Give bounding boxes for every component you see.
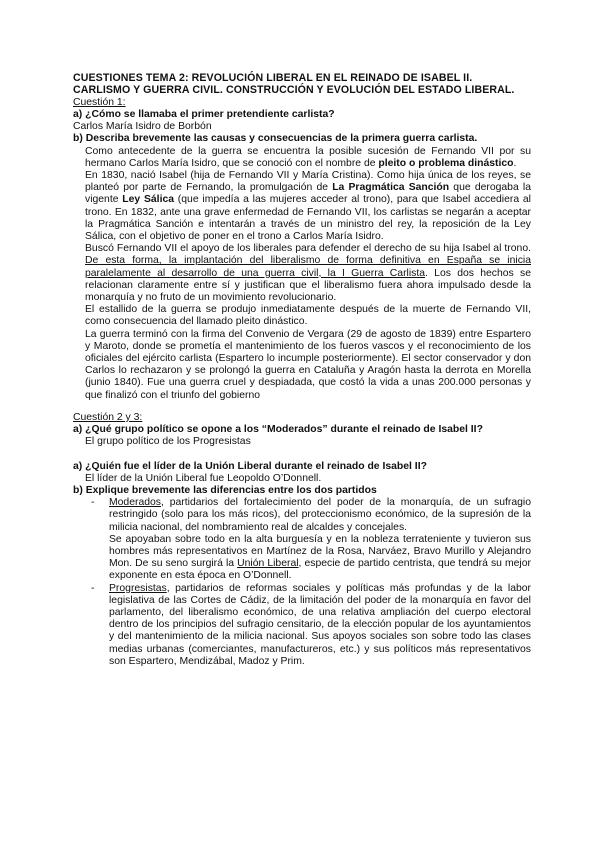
spacer	[73, 402, 531, 412]
dash-marker: -	[91, 582, 95, 594]
union-liberal-label: Unión Liberal	[237, 558, 299, 570]
progresistas-label: Progresistas	[109, 582, 167, 594]
answer-1b-paragraph-2: En 1830, nació Isabel (hija de Fernando VII y María Cristina). Como hija única de los reyes, se planteó por parte de Fernando, la promulgación de La Pragmática Sanción que derogaba la vigente Ley Sálica (que impedía a las mujeres acceder al trono), para que Isabel accediera al trono. En 1832, ante una grave enfermedad de Fernando VII, los carlistas se negarán a aceptar la Pragmática Sanción e intentarán a través de un ministro del rey, la reposición de la Ley Sálica, con el objetivo de poner en el trono a Carlos María Isidro.	[85, 170, 532, 243]
answer-1b	[73, 146, 531, 402]
parties-list	[73, 497, 531, 668]
section-heading-1: Cuestión 1:	[73, 96, 126, 108]
section-heading-2: Cuestión 2 y 3:	[73, 411, 143, 423]
question-2a: a) ¿Qué grupo político se opone a los “Moderados” durante el reinado de Isabel II?	[73, 424, 483, 436]
answer-3a: El líder de la Unión Liberal fue Leopoldo O’Donnell.	[85, 472, 322, 484]
answer-1a: Carlos María Isidro de Borbón	[73, 121, 212, 133]
question-3a: a) ¿Quién fue el líder de la Unión Liberal durante el reinado de Isabel II?	[73, 460, 427, 472]
spacer	[73, 449, 531, 461]
moderados-label: Moderados	[109, 497, 161, 509]
answer-1b-paragraph-4: El estallido de la guerra se produjo inmediatamente después de la muerte de Fernando VII, como consecuencia del llamado pleito dinástico.	[85, 304, 531, 328]
answer-1b-paragraph-1: Como antecedente de la guerra se encuentra la posible sucesión de Fernando VII por su hermano Carlos María Isidro, que se conoció con el nombre de pleito o problema dinástico.	[85, 145, 531, 169]
answer-1b-paragraph-3: Buscó Fernando VII el apoyo de los liberales para defender el derecho de su hija Isabel al trono. De esta forma, la implantación del liberalismo de forma definitiva en España se inicia paralelamente al desarrollo de una guerra civil, la I Guerra Carlista. Los dos hechos se relacionan claramente entre sí y justifican que el liberalismo fuera ahora impulsado desde la monarquía y no fruto de un movimiento revolucionario.	[85, 243, 531, 304]
question-3b: b) Explique brevemente las diferencias entre los dos partidos	[73, 484, 377, 496]
list-item-progresistas: - Progresistas, partidarios de reformas sociales y políticas más profundas y de la labor legislativa de las Cortes de Cádiz, de la limitación del poder de la monarquía en favor del parlamento, del liberalismo económico, de una relativa ampliación del cuerpo electoral dentro de los principios del sufragio censitario, de la elección popular de los ayuntamientos y del mantenimiento de la milicia nacional. Sus apoyos sociales son sobre todo las clases medias urbanas (comerciantes, manufactureros, etc.) y sus políticos más representativos son Espartero, Mendizábal, Madoz y Prim.	[91, 582, 531, 667]
dash-marker: -	[91, 497, 95, 509]
answer-1b-paragraph-5: La guerra terminó con la firma del Convenio de Vergara (29 de agosto de 1839) entre Espartero y Maroto, donde se prometía el mantenimiento de los fueros vascos y el reconocimiento de los oficiales del ejército carlista (Espartero lo incumple posteriormente). El sector conservador y don Carlos lo rechazaron y se prolongó la guerra en Cataluña y Aragón hasta la derrota en Morella (junio 1840). Fue una guerra cruel y despiadada, que costó la vida a unas 200.000 personas y que finalizó con el triunfo del gobierno	[85, 328, 531, 401]
document-content	[73, 72, 531, 668]
answer-2a: El grupo político de los Progresistas	[85, 436, 251, 448]
question-1a: a) ¿Cómo se llamaba el primer pretendiente carlista?	[73, 109, 335, 121]
question-1b: b) Describa brevemente las causas y consecuencias de la primera guerra carlista.	[73, 133, 478, 145]
document-title: CUESTIONES TEMA 2: REVOLUCIÓN LIBERAL EN EL REINADO DE ISABEL II. CARLISMO Y GUERRA CIVIL. CONSTRUCCIÓN Y EVOLUCIÓN DEL ESTADO LIBERAL.	[73, 72, 515, 97]
list-item-moderados: - Moderados, partidarios del fortalecimiento del poder de la monarquía, de un sufragio restringido (solo para los más ricos), del proteccionismo económico, de la supresión de la milicia nacional, del nombramiento real de alcaldes y concejales. Se apoyaban sobre todo en la alta burguesía y en la nobleza terrateniente y tuvieron sus hombres más representativos en Martínez de la Rosa, Narváez, Bravo Murillo y Alejandro Mon. De su seno surgirá la Unión Liberal, especie de partido centrista, que tendrá su mejor exponente en esta época en O’Donnell.	[91, 497, 531, 582]
